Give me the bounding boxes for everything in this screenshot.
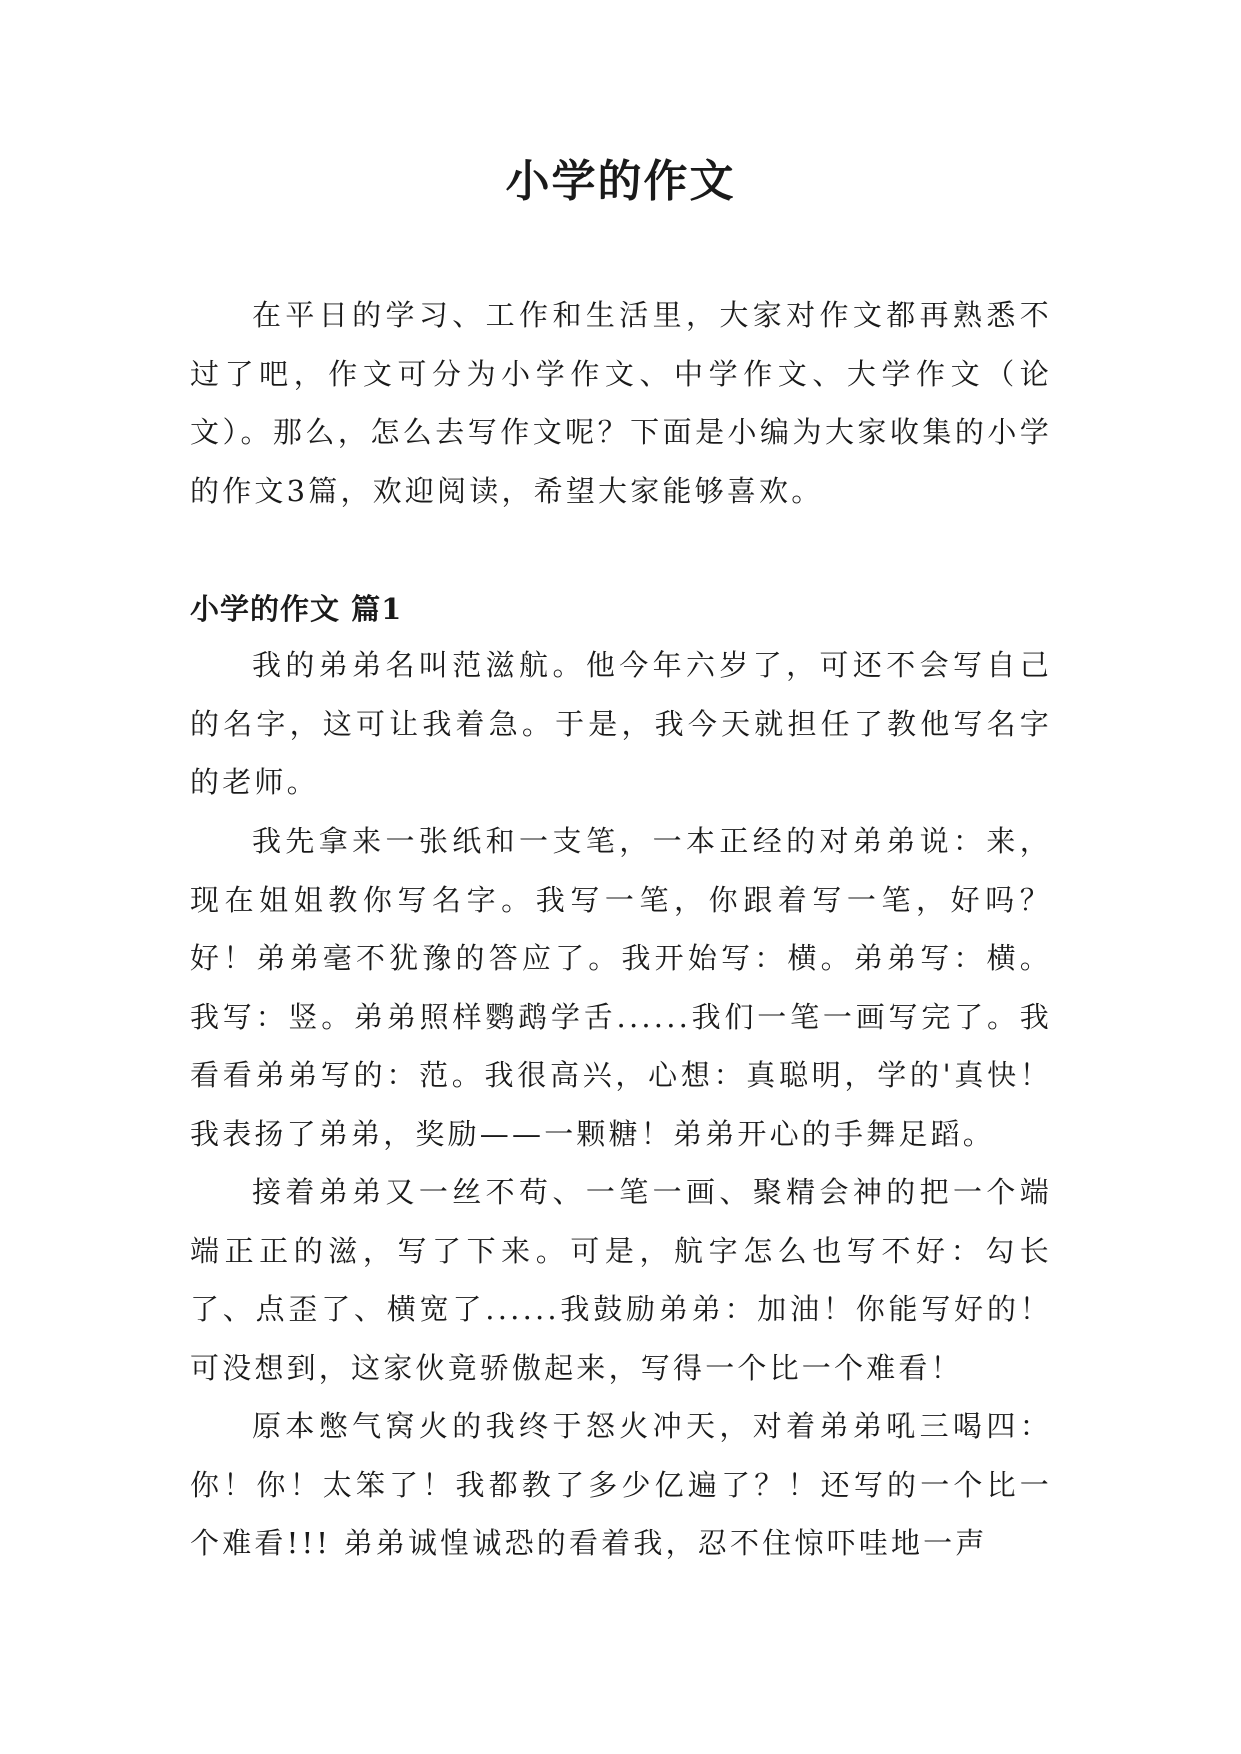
document-title: 小学的作文 bbox=[505, 156, 736, 207]
essay-paragraph-3: 接着弟弟又一丝不苟、一笔一画、聚精会神的把一个端端正正的滋，写了下来。可是，航字怎么也写不好：勾长了、点歪了、横宽了......我鼓励弟弟：加油！你能写好的！可没想到，这家伙竟骄傲起来，写得一个比一个难看！ bbox=[190, 1175, 1052, 1385]
essay-paragraph-1: 我的弟弟名叫范滋航。他今年六岁了，可还不会写自己的名字，这可让我着急。于是，我今天就担任了教他写名字的老师。 bbox=[190, 648, 1052, 799]
section-heading: 小学的作文 篇1 bbox=[190, 592, 403, 626]
intro-paragraph: 在平日的学习、工作和生活里，大家对作文都再熟悉不过了吧，作文可分为小学作文、中学作文、大学作文（论文）。那么，怎么去写作文呢？下面是小编为大家收集的小学的作文3篇，欢迎阅读，希望大家能够喜欢。 bbox=[190, 298, 1052, 508]
essay-paragraph-4: 原本憋气窝火的我终于怒火冲天，对着弟弟吼三喝四：你！你！太笨了！我都教了多少亿遍了？！还写的一个比一个难看!!! 弟弟诚惶诚恐的看着我，忍不住惊吓哇地一声 bbox=[190, 1409, 1052, 1560]
essay-paragraph-2: 我先拿来一张纸和一支笔，一本正经的对弟弟说：来，现在姐姐教你写名字。我写一笔，你跟着写一笔，好吗？好！弟弟毫不犹豫的答应了。我开始写：横。弟弟写：横。我写：竖。弟弟照样鹦鹉学舌......我们一笔一画写完了。我看看弟弟写的：范。我很高兴，心想：真聪明，学的'真快！我表扬了弟弟，奖励——一颗糖！弟弟开心的手舞足蹈。 bbox=[190, 824, 1052, 1151]
